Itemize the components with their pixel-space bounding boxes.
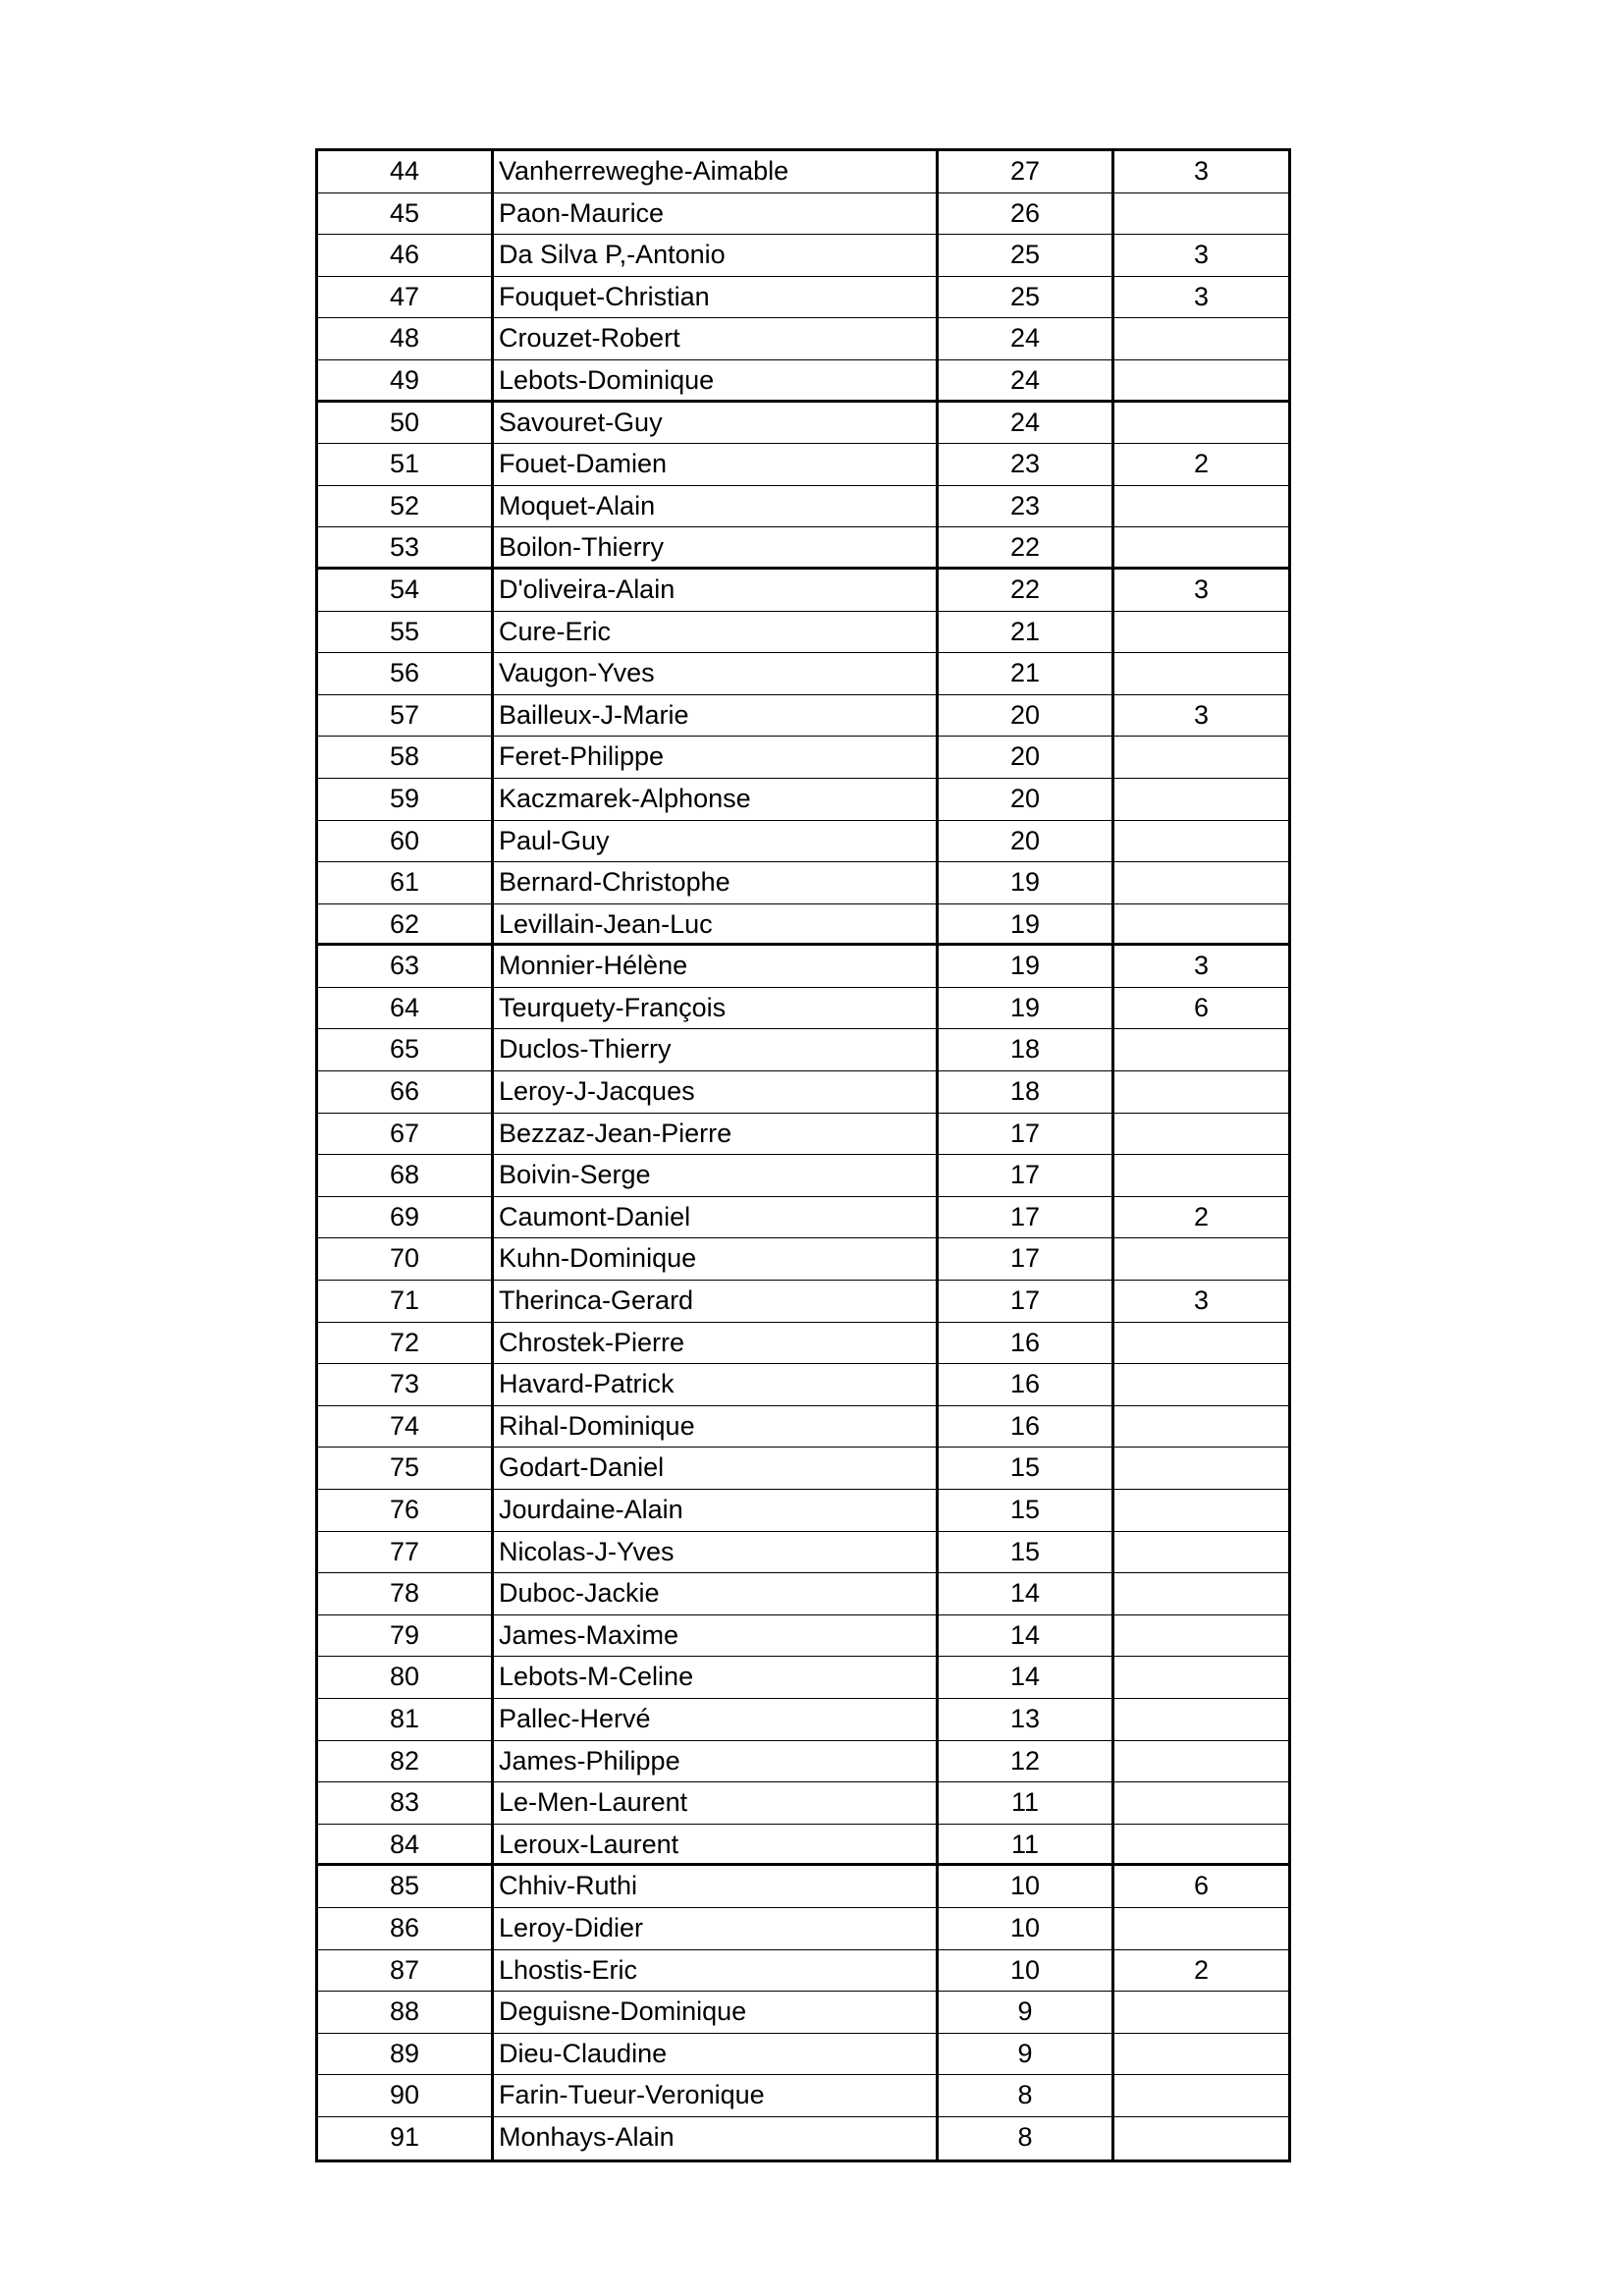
points-cell: 23 xyxy=(939,486,1114,527)
points-cell: 8 xyxy=(939,2117,1114,2159)
name-cell: Savouret-Guy xyxy=(494,403,939,444)
rank-cell: 91 xyxy=(318,2117,494,2159)
rank-cell: 78 xyxy=(318,1573,494,1614)
points-cell: 20 xyxy=(939,779,1114,820)
rank-cell: 46 xyxy=(318,235,494,276)
name-cell: Godart-Daniel xyxy=(494,1448,939,1489)
rank-cell: 68 xyxy=(318,1155,494,1196)
points-cell: 16 xyxy=(939,1323,1114,1364)
rank-cell: 86 xyxy=(318,1908,494,1949)
table-row xyxy=(318,1406,1288,1449)
table-row xyxy=(318,1448,1288,1490)
rank-cell: 51 xyxy=(318,444,494,485)
extra-cell xyxy=(1114,2117,1288,2159)
points-cell: 15 xyxy=(939,1490,1114,1531)
rank-cell: 81 xyxy=(318,1699,494,1740)
name-cell: Vaugon-Yves xyxy=(494,653,939,694)
extra-cell xyxy=(1114,1490,1288,1531)
name-cell: Boilon-Thierry xyxy=(494,527,939,567)
name-cell: Moquet-Alain xyxy=(494,486,939,527)
rank-cell: 52 xyxy=(318,486,494,527)
table-row xyxy=(318,1908,1288,1950)
extra-cell xyxy=(1114,1782,1288,1824)
name-cell: Duboc-Jackie xyxy=(494,1573,939,1614)
extra-cell xyxy=(1114,1238,1288,1280)
points-cell: 17 xyxy=(939,1281,1114,1322)
table-row xyxy=(318,1615,1288,1658)
name-cell: D'oliveira-Alain xyxy=(494,570,939,611)
rank-cell: 80 xyxy=(318,1657,494,1698)
rank-cell: 75 xyxy=(318,1448,494,1489)
table-row xyxy=(318,2034,1288,2076)
rank-cell: 53 xyxy=(318,527,494,567)
extra-cell xyxy=(1114,1364,1288,1405)
name-cell: Chhiv-Ruthi xyxy=(494,1866,939,1907)
name-cell: Nicolas-J-Yves xyxy=(494,1532,939,1573)
rank-cell: 71 xyxy=(318,1281,494,1322)
rank-cell: 84 xyxy=(318,1825,494,1864)
points-cell: 19 xyxy=(939,988,1114,1029)
rank-cell: 48 xyxy=(318,318,494,359)
extra-cell xyxy=(1114,318,1288,359)
rank-cell: 45 xyxy=(318,193,494,235)
rank-cell: 90 xyxy=(318,2075,494,2116)
table-row xyxy=(318,1029,1288,1071)
extra-cell xyxy=(1114,821,1288,862)
name-cell: Kuhn-Dominique xyxy=(494,1238,939,1280)
extra-cell: 2 xyxy=(1193,449,1210,479)
rank-cell: 82 xyxy=(318,1741,494,1782)
table-row xyxy=(318,1364,1288,1406)
rank-cell: 67 xyxy=(318,1114,494,1155)
rank-cell: 74 xyxy=(318,1406,494,1448)
table-row xyxy=(318,1071,1288,1114)
name-cell: Monnier-Hélène xyxy=(494,946,939,987)
points-cell: 24 xyxy=(939,360,1114,400)
name-cell: Chrostek-Pierre xyxy=(494,1323,939,1364)
table-row xyxy=(318,946,1288,988)
extra-cell: 3 xyxy=(1193,240,1210,270)
points-cell: 14 xyxy=(939,1573,1114,1614)
extra-cell xyxy=(1114,527,1288,567)
points-cell: 14 xyxy=(939,1657,1114,1698)
table-row xyxy=(318,277,1288,319)
name-cell: Duclos-Thierry xyxy=(494,1029,939,1070)
name-cell: Vanherreweghe-Aimable xyxy=(494,151,939,192)
table-row xyxy=(318,1657,1288,1699)
name-cell: Fouet-Damien xyxy=(494,444,939,485)
points-cell: 10 xyxy=(939,1908,1114,1949)
name-cell: Feret-Philippe xyxy=(494,737,939,778)
extra-cell: 6 xyxy=(1193,1871,1210,1901)
points-cell: 9 xyxy=(939,1992,1114,2033)
name-cell: Therinca-Gerard xyxy=(494,1281,939,1322)
table-row xyxy=(318,737,1288,779)
rank-cell: 83 xyxy=(318,1782,494,1824)
table-row xyxy=(318,2117,1288,2159)
name-cell: James-Maxime xyxy=(494,1615,939,1657)
rank-cell: 88 xyxy=(318,1992,494,2033)
table-row xyxy=(318,1950,1288,1993)
table-row xyxy=(318,1155,1288,1197)
name-cell: Pallec-Hervé xyxy=(494,1699,939,1740)
extra-cell xyxy=(1114,1406,1288,1448)
points-cell: 20 xyxy=(939,821,1114,862)
table-row xyxy=(318,486,1288,528)
extra-cell xyxy=(1114,1114,1288,1155)
name-cell: Bernard-Christophe xyxy=(494,862,939,903)
extra-cell xyxy=(1114,1155,1288,1196)
table-row xyxy=(318,1197,1288,1239)
table-row xyxy=(318,1992,1288,2034)
points-cell: 18 xyxy=(939,1029,1114,1070)
extra-cell: 3 xyxy=(1193,574,1210,604)
name-cell: Boivin-Serge xyxy=(494,1155,939,1196)
name-cell: Dieu-Claudine xyxy=(494,2034,939,2075)
rank-cell: 62 xyxy=(318,904,494,944)
extra-cell xyxy=(1114,1825,1288,1864)
rank-cell: 63 xyxy=(318,946,494,987)
points-cell: 10 xyxy=(939,1866,1114,1907)
table-row xyxy=(318,904,1288,947)
extra-cell xyxy=(1114,612,1288,653)
extra-cell: 3 xyxy=(1193,281,1210,311)
points-cell: 17 xyxy=(939,1197,1114,1238)
rank-cell: 87 xyxy=(318,1950,494,1992)
ranking-table xyxy=(315,148,1291,2162)
table-row xyxy=(318,360,1288,403)
table-row xyxy=(318,695,1288,738)
table-row xyxy=(318,1741,1288,1783)
extra-cell xyxy=(1114,779,1288,820)
table-row xyxy=(318,862,1288,904)
points-cell: 11 xyxy=(939,1825,1114,1864)
points-cell: 15 xyxy=(939,1532,1114,1573)
name-cell: Leroy-Didier xyxy=(494,1908,939,1949)
rank-cell: 54 xyxy=(318,570,494,611)
rank-cell: 50 xyxy=(318,403,494,444)
points-cell: 25 xyxy=(939,277,1114,318)
table-row xyxy=(318,1238,1288,1281)
rank-cell: 65 xyxy=(318,1029,494,1070)
extra-cell xyxy=(1114,653,1288,694)
extra-cell xyxy=(1114,904,1288,944)
name-cell: Paul-Guy xyxy=(494,821,939,862)
name-cell: Cure-Eric xyxy=(494,612,939,653)
rank-cell: 69 xyxy=(318,1197,494,1238)
table-row xyxy=(318,1825,1288,1867)
name-cell: Havard-Patrick xyxy=(494,1364,939,1405)
points-cell: 13 xyxy=(939,1699,1114,1740)
points-cell: 22 xyxy=(939,527,1114,567)
extra-cell: 3 xyxy=(1193,156,1210,186)
points-cell: 23 xyxy=(939,444,1114,485)
extra-cell xyxy=(1114,193,1288,235)
name-cell: Rihal-Dominique xyxy=(494,1406,939,1448)
table-row xyxy=(318,1323,1288,1365)
extra-cell xyxy=(1114,1908,1288,1949)
name-cell: Lebots-M-Celine xyxy=(494,1657,939,1698)
name-cell: Leroux-Laurent xyxy=(494,1825,939,1864)
table-row xyxy=(318,1532,1288,1574)
name-cell: Bailleux-J-Marie xyxy=(494,695,939,737)
table-row xyxy=(318,151,1288,193)
points-cell: 14 xyxy=(939,1615,1114,1657)
points-cell: 12 xyxy=(939,1741,1114,1782)
extra-cell: 3 xyxy=(1193,951,1210,981)
rank-cell: 70 xyxy=(318,1238,494,1280)
table-row xyxy=(318,612,1288,654)
rank-cell: 79 xyxy=(318,1615,494,1657)
extra-cell xyxy=(1114,1448,1288,1489)
table-row xyxy=(318,653,1288,695)
extra-cell: 6 xyxy=(1193,992,1210,1022)
points-cell: 15 xyxy=(939,1448,1114,1489)
extra-cell xyxy=(1114,862,1288,903)
extra-cell xyxy=(1114,1992,1288,2033)
points-cell: 24 xyxy=(939,318,1114,359)
table-row xyxy=(318,444,1288,486)
extra-cell xyxy=(1114,403,1288,444)
table-row xyxy=(318,779,1288,821)
rank-cell: 49 xyxy=(318,360,494,400)
points-cell: 10 xyxy=(939,1950,1114,1992)
points-cell: 20 xyxy=(939,695,1114,737)
name-cell: Da Silva P,-Antonio xyxy=(494,235,939,276)
rank-cell: 85 xyxy=(318,1866,494,1907)
extra-cell: 3 xyxy=(1193,1285,1210,1316)
extra-cell: 2 xyxy=(1193,1201,1210,1231)
points-cell: 21 xyxy=(939,612,1114,653)
table-row xyxy=(318,2075,1288,2117)
rank-cell: 44 xyxy=(318,151,494,192)
table-row xyxy=(318,1114,1288,1156)
rank-cell: 66 xyxy=(318,1071,494,1113)
rank-cell: 76 xyxy=(318,1490,494,1531)
rank-cell: 61 xyxy=(318,862,494,903)
rank-cell: 58 xyxy=(318,737,494,778)
table-row xyxy=(318,570,1288,612)
name-cell: Jourdaine-Alain xyxy=(494,1490,939,1531)
extra-cell: 2 xyxy=(1193,1954,1210,1985)
rank-cell: 64 xyxy=(318,988,494,1029)
points-cell: 24 xyxy=(939,403,1114,444)
extra-cell xyxy=(1114,1741,1288,1782)
table-row xyxy=(318,1782,1288,1825)
points-cell: 8 xyxy=(939,2075,1114,2116)
name-cell: Bezzaz-Jean-Pierre xyxy=(494,1114,939,1155)
points-cell: 18 xyxy=(939,1071,1114,1113)
extra-cell xyxy=(1114,360,1288,400)
extra-cell xyxy=(1114,1699,1288,1740)
rank-cell: 59 xyxy=(318,779,494,820)
name-cell: Leroy-J-Jacques xyxy=(494,1071,939,1113)
name-cell: Paon-Maurice xyxy=(494,193,939,235)
points-cell: 27 xyxy=(939,151,1114,192)
table-row xyxy=(318,1866,1288,1908)
table-row xyxy=(318,1573,1288,1615)
points-cell: 22 xyxy=(939,570,1114,611)
points-cell: 9 xyxy=(939,2034,1114,2075)
name-cell: Kaczmarek-Alphonse xyxy=(494,779,939,820)
table-row xyxy=(318,527,1288,570)
name-cell: Farin-Tueur-Veronique xyxy=(494,2075,939,2116)
name-cell: Deguisne-Dominique xyxy=(494,1992,939,2033)
extra-cell xyxy=(1114,1532,1288,1573)
rank-cell: 77 xyxy=(318,1532,494,1573)
table-row xyxy=(318,235,1288,277)
points-cell: 11 xyxy=(939,1782,1114,1824)
rank-cell: 55 xyxy=(318,612,494,653)
name-cell: Levillain-Jean-Luc xyxy=(494,904,939,944)
extra-cell xyxy=(1114,1071,1288,1113)
points-cell: 16 xyxy=(939,1406,1114,1448)
table-row xyxy=(318,821,1288,863)
extra-cell xyxy=(1114,1615,1288,1657)
table-row xyxy=(318,1281,1288,1323)
points-cell: 16 xyxy=(939,1364,1114,1405)
table-row xyxy=(318,318,1288,360)
points-cell: 17 xyxy=(939,1114,1114,1155)
extra-cell xyxy=(1114,737,1288,778)
name-cell: Monhays-Alain xyxy=(494,2117,939,2159)
table-row xyxy=(318,193,1288,236)
extra-cell: 3 xyxy=(1193,699,1210,730)
extra-cell xyxy=(1114,1029,1288,1070)
rank-cell: 47 xyxy=(318,277,494,318)
points-cell: 19 xyxy=(939,904,1114,944)
name-cell: Le-Men-Laurent xyxy=(494,1782,939,1824)
table-row xyxy=(318,403,1288,445)
table-row xyxy=(318,1490,1288,1532)
points-cell: 26 xyxy=(939,193,1114,235)
rank-cell: 60 xyxy=(318,821,494,862)
rank-cell: 56 xyxy=(318,653,494,694)
points-cell: 19 xyxy=(939,862,1114,903)
rank-cell: 72 xyxy=(318,1323,494,1364)
name-cell: Crouzet-Robert xyxy=(494,318,939,359)
name-cell: James-Philippe xyxy=(494,1741,939,1782)
points-cell: 17 xyxy=(939,1155,1114,1196)
name-cell: Teurquety-François xyxy=(494,988,939,1029)
points-cell: 20 xyxy=(939,737,1114,778)
name-cell: Fouquet-Christian xyxy=(494,277,939,318)
extra-cell xyxy=(1114,1573,1288,1614)
extra-cell xyxy=(1114,1323,1288,1364)
extra-cell xyxy=(1114,2034,1288,2075)
extra-cell xyxy=(1114,2075,1288,2116)
points-cell: 19 xyxy=(939,946,1114,987)
points-cell: 25 xyxy=(939,235,1114,276)
table-row xyxy=(318,988,1288,1030)
name-cell: Lhostis-Eric xyxy=(494,1950,939,1992)
rank-cell: 89 xyxy=(318,2034,494,2075)
extra-cell xyxy=(1114,486,1288,527)
extra-cell xyxy=(1114,1657,1288,1698)
table-row xyxy=(318,1699,1288,1741)
rank-cell: 73 xyxy=(318,1364,494,1405)
name-cell: Lebots-Dominique xyxy=(494,360,939,400)
name-cell: Caumont-Daniel xyxy=(494,1197,939,1238)
points-cell: 17 xyxy=(939,1238,1114,1280)
rank-cell: 57 xyxy=(318,695,494,737)
points-cell: 21 xyxy=(939,653,1114,694)
